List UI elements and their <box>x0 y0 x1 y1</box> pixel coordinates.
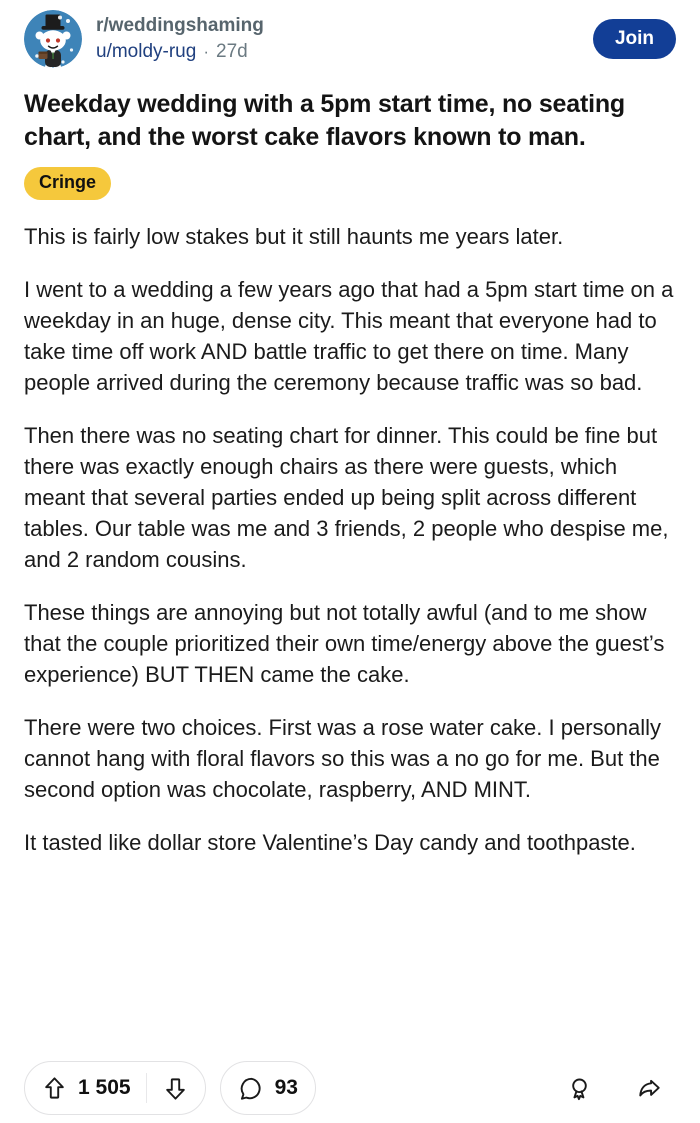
author-link[interactable]: u/moldy-rug <box>96 41 197 62</box>
award-button[interactable] <box>552 1061 606 1115</box>
flair-row <box>24 167 676 200</box>
comments-button[interactable] <box>220 1061 316 1115</box>
downvote-icon <box>162 1075 189 1102</box>
subreddit-avatar[interactable] <box>24 10 82 68</box>
post-paragraph: This is fairly low stakes but it still haunts me years later. <box>24 224 564 249</box>
post-body <box>24 221 676 858</box>
post-paragraph: These things are annoying but not totally awful (and to me show that the couple prioritized their own time/energy above the guest’s experience) BUT THEN came the cake. <box>24 600 665 687</box>
post-paragraph: There were two choices. First was a rose water cake. I personally cannot hang with floral flavors so this was a no go for me. But the second option was chocolate, raspberry, AND MINT. <box>24 715 662 802</box>
post-age: 27d <box>216 41 248 62</box>
upvote-icon <box>41 1075 68 1102</box>
upvote-button[interactable] <box>41 1075 68 1102</box>
vote-pill <box>24 1061 206 1115</box>
post-header <box>24 0 676 68</box>
downvote-button[interactable] <box>162 1075 189 1102</box>
post-paragraph: Then there was no seating chart for dinner. This could be fine but there was exactly enough chairs as there were guests, which meant that several parties ended up being split across different tables. Our table was me and 3 friends, 2 people who despise me, and 2 random cousins. <box>24 423 669 572</box>
post-paragraph: I went to a wedding a few years ago that had a 5pm start time on a weekday in an huge, dense city. This meant that everyone had to take time off work AND battle traffic to get there on time. Many people arrived during the ceremony because traffic was so bad. <box>24 277 674 395</box>
share-icon <box>636 1075 663 1102</box>
post-meta-line <box>96 40 593 64</box>
snoo-avatar-icon <box>24 10 82 68</box>
meta-separator: · <box>203 42 209 62</box>
upvote-count: 1 505 <box>78 1076 131 1099</box>
share-button[interactable] <box>622 1061 676 1115</box>
post-header-text <box>96 14 593 64</box>
vote-divider <box>146 1073 147 1103</box>
join-button[interactable]: Join <box>593 19 676 59</box>
subreddit-name[interactable]: r/weddingshaming <box>96 15 264 37</box>
post-action-bar <box>24 1061 676 1115</box>
post-title: Weekday wedding with a 5pm start time, no seating chart, and the worst cake flavors known to man. <box>24 90 625 151</box>
comment-icon <box>238 1075 265 1102</box>
right-actions <box>552 1061 676 1115</box>
post-paragraph: It tasted like dollar store Valentine’s Day candy and toothpaste. <box>24 830 636 855</box>
flair-badge[interactable]: Cringe <box>24 167 111 200</box>
award-icon <box>566 1075 593 1102</box>
comment-count: 93 <box>274 1076 298 1099</box>
